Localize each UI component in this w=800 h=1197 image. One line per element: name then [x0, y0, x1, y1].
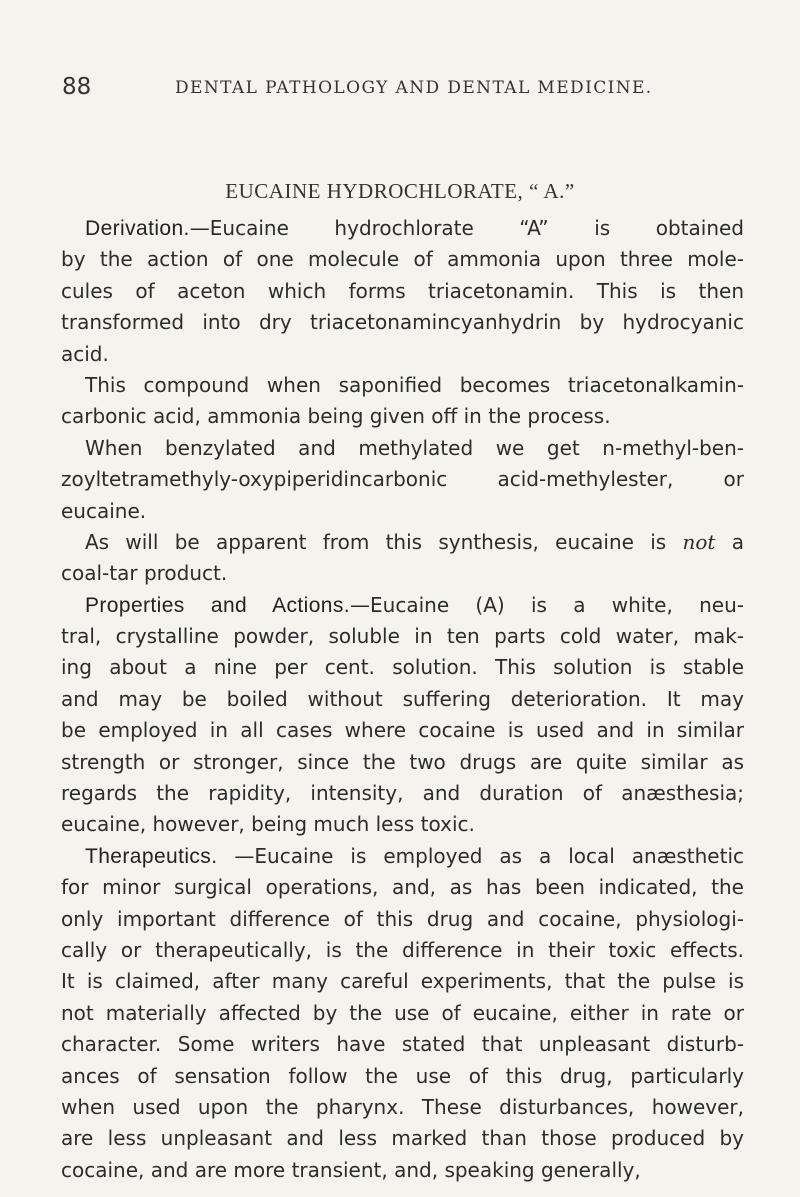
line-text: ing about a nine per cent. solution. This solution is stable — [61, 655, 744, 680]
line-text: —Eucaine is employed as a local anæsthetic — [217, 843, 744, 868]
text-line — [61, 401, 744, 432]
text-line — [61, 1092, 744, 1123]
text-line — [61, 966, 744, 997]
text-line — [61, 527, 744, 558]
emphasized-word: not — [682, 529, 716, 554]
text-line — [61, 276, 744, 307]
line-text: regards the rapidity, intensity, and duration of anæsthesia; — [61, 781, 744, 806]
text-line — [61, 433, 744, 464]
page-number: 88 — [62, 74, 92, 100]
line-text: cocaine, and are more transient, and, speaking generally, — [61, 1157, 641, 1182]
text-line — [61, 998, 744, 1029]
body-text — [61, 213, 744, 1186]
text-line — [61, 339, 744, 370]
text-line — [61, 1155, 744, 1186]
line-text: are less unpleasant and less marked than those produced by — [61, 1126, 744, 1151]
text-line — [61, 715, 744, 746]
text-line — [61, 841, 744, 872]
line-text: As will be apparent from this synthesis, eucaine is — [85, 529, 683, 554]
text-line — [61, 684, 744, 715]
line-text: tral, crystalline powder, soluble in ten parts cold water, mak- — [61, 624, 744, 649]
text-line — [61, 558, 744, 589]
line-text: for minor surgical operations, and, as has been indicated, the — [61, 875, 744, 900]
line-text: be employed in all cases where cocaine is used and in similar — [61, 718, 744, 743]
text-line — [61, 244, 744, 275]
running-title: DENTAL PATHOLOGY AND DENTAL MEDICINE. — [175, 78, 653, 98]
line-text: cally or therapeutically, is the difference in their toxic effects. — [61, 937, 744, 962]
line-text: ances of sensation follow the use of this drug, particularly — [61, 1063, 744, 1088]
line-text: cules of aceton which forms triacetonamin. This is then — [61, 278, 744, 303]
run-in-heading: Properties and Actions. — [85, 593, 351, 617]
line-text: and may be boiled without suffering deterioration. It may — [61, 686, 744, 711]
text-line — [61, 747, 744, 778]
line-text: eucaine. — [61, 498, 147, 523]
line-text: when used upon the pharynx. These disturbances, however, — [61, 1094, 744, 1119]
line-text: acid. — [61, 341, 109, 366]
line-text: eucaine, however, being much less toxic. — [61, 812, 475, 837]
line-text: zoyltetramethyly-oxypiperidincarbonic acid-methylester, or — [61, 467, 744, 492]
line-text: by the action of one molecule of ammonia upon three mole- — [61, 247, 744, 272]
section-heading: EUCAINE HYDROCHLORATE, “ A.” — [225, 179, 575, 203]
line-text: —Eucaine hydrochlorate “A” is obtained — [189, 216, 744, 240]
text-line — [61, 904, 744, 935]
text-line — [61, 778, 744, 809]
text-line — [61, 1029, 744, 1060]
text-line — [61, 652, 744, 683]
text-line — [61, 590, 744, 621]
text-line — [61, 935, 744, 966]
line-text: character. Some writers have stated that unpleasant disturb- — [61, 1032, 744, 1057]
line-text: It is claimed, after many careful experiments, that the pulse is — [61, 969, 744, 994]
text-line — [61, 809, 744, 840]
run-in-heading: Derivation. — [85, 217, 190, 240]
line-text: carbonic acid, ammonia being given off in the process. — [61, 404, 611, 429]
text-line — [61, 464, 744, 495]
line-text: —Eucaine (A) is a white, neu- — [350, 592, 744, 617]
running-head — [62, 74, 682, 104]
text-line — [61, 370, 744, 401]
line-text: When benzylated and methylated we get n-methyl-ben- — [85, 435, 744, 460]
text-line — [61, 1061, 744, 1092]
text-line — [61, 213, 744, 244]
line-text: only important difference of this drug and cocaine, physiologi- — [61, 906, 744, 931]
text-line — [61, 1123, 744, 1154]
text-line — [61, 307, 744, 338]
text-line — [61, 872, 744, 903]
line-text: not materially affected by the use of eucaine, either in rate or — [61, 1000, 744, 1025]
line-text-tail: a — [715, 529, 744, 554]
line-text: This compound when saponified becomes triacetonalkamin- — [85, 372, 744, 397]
text-line — [61, 621, 744, 652]
run-in-heading: Therapeutics. — [85, 844, 218, 868]
text-line — [61, 496, 744, 527]
line-text: coal-tar product. — [61, 561, 228, 586]
line-text: strength or stronger, since the two drugs are quite similar as — [61, 749, 744, 774]
line-text: transformed into dry triacetonamincyanhydrin by hydrocyanic — [61, 310, 744, 335]
